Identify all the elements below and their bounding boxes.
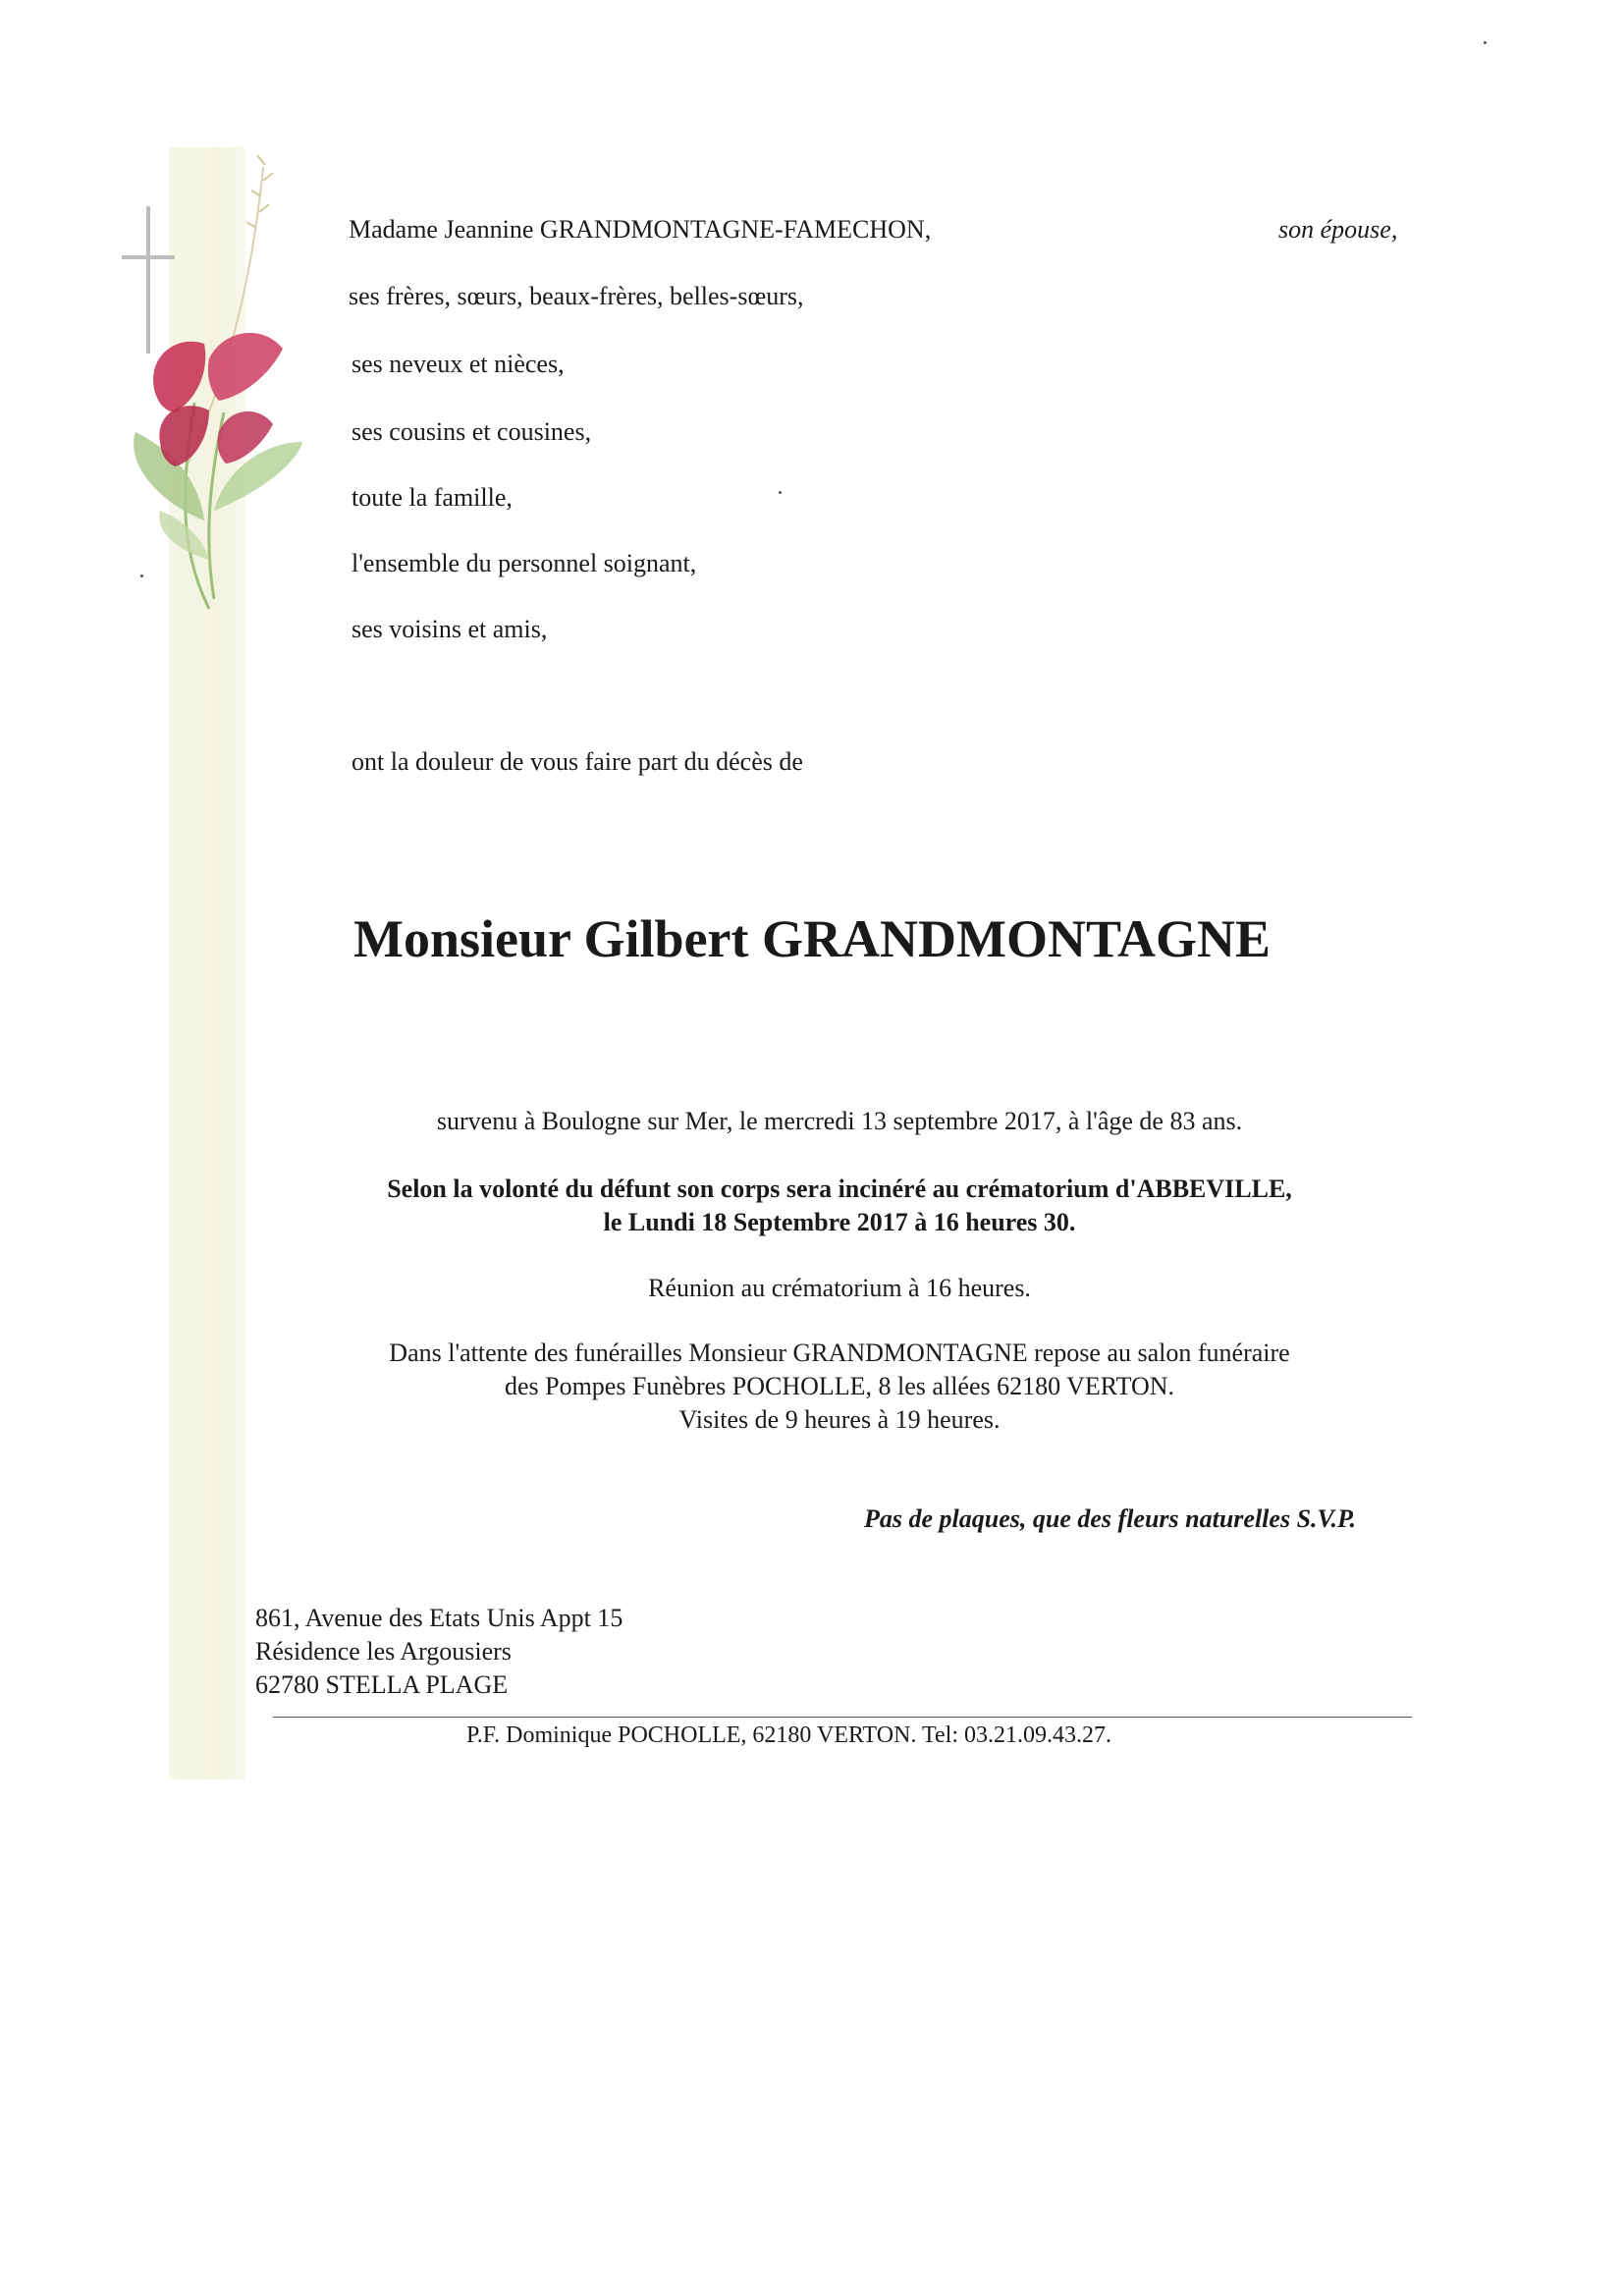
funeral-line-2: des Pompes Funèbres POCHOLLE, 8 les allées 62180 VERTON. — [504, 1372, 1175, 1400]
flowers-note: Pas de plaques, que des fleurs naturelles S.V.P. — [864, 1504, 1357, 1533]
address-line: 62780 STELLA PLAGE — [255, 1670, 509, 1699]
deceased-name: Monsieur Gilbert GRANDMONTAGNE — [353, 909, 1271, 968]
footer-divider — [273, 1717, 1412, 1718]
family-line: ses neveux et nièces, — [352, 350, 565, 378]
spouse-role: son épouse, — [1278, 215, 1398, 244]
funeral-line-1: Dans l'attente des funérailles Monsieur GRANDMONTAGNE repose au salon funéraire — [389, 1339, 1290, 1367]
death-details: survenu à Boulogne sur Mer, le mercredi 13 septembre 2017, à l'âge de 83 ans. — [436, 1107, 1243, 1135]
spouse-line: Madame Jeannine GRANDMONTAGNE-FAMECHON, — [349, 215, 932, 244]
reunion-line: Réunion au crématorium à 16 heures. — [648, 1274, 1031, 1302]
address-line: Résidence les Argousiers — [255, 1637, 512, 1666]
family-line: ses voisins et amis, — [352, 615, 548, 643]
family-line: ses cousins et cousines, — [352, 417, 592, 446]
funeral-line-3: Visites de 9 heures à 19 heures. — [678, 1405, 1001, 1434]
cremation-line-2: le Lundi 18 Septembre 2017 à 16 heures 30. — [603, 1208, 1076, 1236]
cross-and-calla-lily-icon — [116, 147, 322, 619]
scan-speck — [140, 574, 143, 577]
funeral-home-footer: P.F. Dominique POCHOLLE, 62180 VERTON. Tel: 03.21.09.43.27. — [466, 1722, 1111, 1748]
scan-speck — [1484, 41, 1487, 44]
cremation-line-1: Selon la volonté du défunt son corps sera incinéré au crématorium d'ABBEVILLE, — [387, 1175, 1292, 1203]
family-line: toute la famille, — [352, 483, 513, 512]
announcement-line: ont la douleur de vous faire part du décès de — [352, 747, 803, 776]
scan-speck — [779, 491, 782, 494]
family-line: ses frères, sœurs, beaux-frères, belles-sœurs, — [349, 282, 804, 310]
family-line: l'ensemble du personnel soignant, — [352, 549, 697, 577]
address-line: 861, Avenue des Etats Unis Appt 15 — [255, 1604, 623, 1632]
